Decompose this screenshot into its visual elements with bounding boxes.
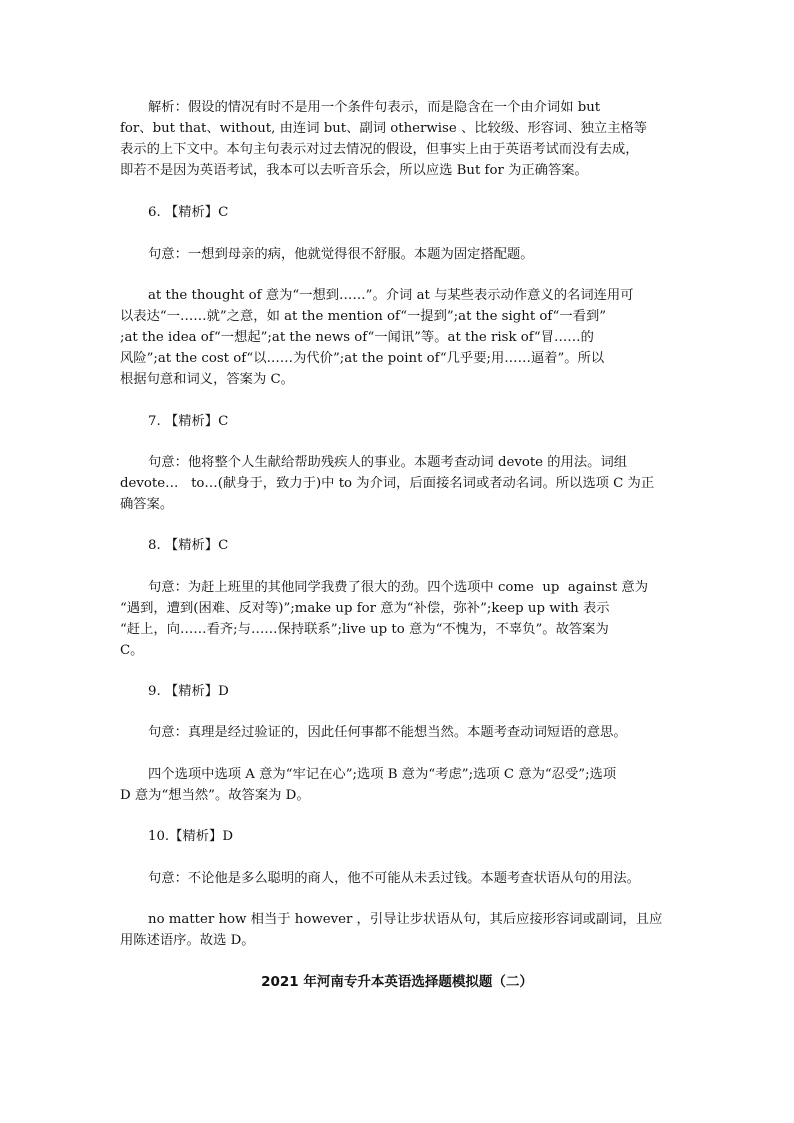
q6-heading: 6. 【精析】C (148, 205, 229, 220)
q8-heading: 8. 【精析】C (148, 538, 229, 553)
q9-sentence: 句意：真理是经过验证的，因此任何事都不能想当然。本题考查动词短语的意思。 (148, 725, 627, 740)
q7-heading: 7. 【精析】C (148, 414, 229, 429)
q10-line-1: no matter how 相当于 however ，引导让步状语从句，其后应接形容词或副词，且应 (148, 912, 663, 927)
q6-line-2: 以表达“一……就”之意，如 at the mention of“一提到”;at the sight of“一看到” (120, 309, 607, 324)
q6-line-3: ;at the idea of“一想起”;at the news of“一闻讯”等。at the risk of“冒……的 (120, 330, 594, 345)
analysis-line-3: 表示的上下文中。本句主句表示对过去情况的假设，但事实上由于英语考试而没有去成， (120, 142, 639, 157)
q10-line-2: 用陈述语序。故选 D。 (120, 933, 255, 948)
section-title: 2021 年河南专升本英语选择题模拟题（二） (261, 974, 533, 990)
analysis-line-2: for、but that、without, 由连词 but、副词 otherwise 、比较级、形容词、独立主格等 (120, 121, 648, 136)
q8-line-2: “遇到，遭到(困难、反对等)”;make up for 意为“补偿，弥补”;keep up with 表示 (120, 601, 610, 616)
q8-line-4: C。 (120, 643, 144, 658)
q10-sentence: 句意：不论他是多么聪明的商人，他不可能从未丢过钱。本题考查状语从句的用法。 (148, 871, 640, 886)
q10-heading: 10.【精析】D (148, 829, 233, 844)
q9-line-1: 四个选项中选项 A 意为“牢记在心”;选项 B 意为“考虑”;选项 C 意为“忍受”;选项 (148, 767, 617, 782)
analysis-line-4: 即若不是因为英语考试，我本可以去听音乐会，所以应选 But for 为正确答案。 (120, 163, 588, 178)
q9-heading: 9. 【精析】D (148, 684, 229, 699)
q6-sentence: 句意：一想到母亲的病，他就觉得很不舒服。本题为固定搭配题。 (148, 247, 534, 262)
q6-line-5: 根据句意和词义，答案为 C。 (120, 372, 294, 387)
q7-line-3: 确答案。 (120, 497, 174, 512)
q8-line-1: 句意：为赶上班里的其他同学我费了很大的劲。四个选项中 come up against 意为 (148, 580, 649, 595)
q9-line-2: D 意为“想当然”。故答案为 D。 (120, 788, 310, 803)
q6-line-1: at the thought of 意为“一想到……”。介词 at 与某些表示动作意义的名词连用可 (148, 288, 634, 303)
q8-line-3: “赶上，向……看齐;与……保持联系”;live up to 意为“不愧为，不辜负”。故答案为 (120, 622, 609, 637)
q7-line-2: devote… to…(献身于，致力于)中 to 为介词，后面接名词或者动名词。所以选项 C 为正 (120, 476, 655, 491)
q6-line-4: 风险”;at the cost of“以……为代价”;at the point of“几乎要;用……逼着”。所以 (120, 351, 605, 366)
q7-line-1: 句意：他将整个人生献给帮助残疾人的事业。本题考查动词 devote 的用法。词组 (148, 455, 628, 470)
analysis-line-1: 解析：假设的情况有时不是用一个条件句表示，而是隐含在一个由介词如 but (148, 100, 601, 115)
